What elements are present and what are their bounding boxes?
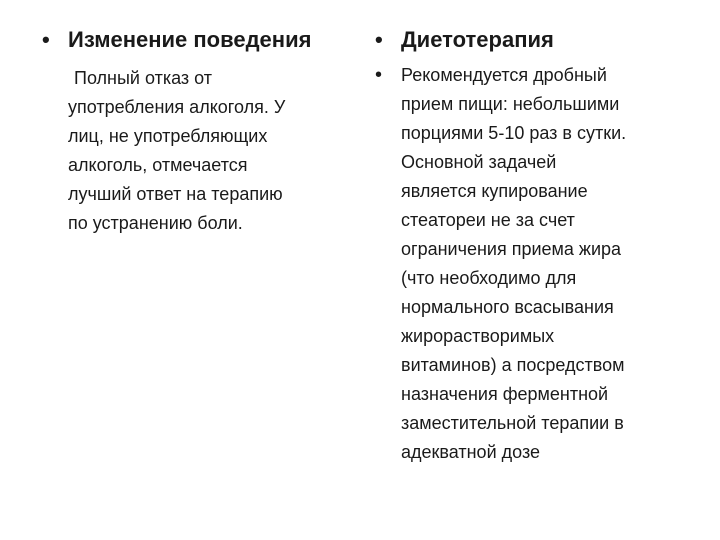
left-heading: Изменение поведения (68, 27, 312, 52)
left-body-line: лиц, не употребляющих (68, 126, 268, 146)
right-body-line: нормального всасывания (401, 297, 614, 317)
right-body-line: стеатореи не за счет (401, 210, 575, 230)
left-body-line: алкоголь, отмечается (68, 155, 248, 175)
right-heading-row (375, 26, 695, 54)
left-body-line: Полный отказ от (74, 68, 213, 88)
right-body-line: жирорастворимых (401, 326, 555, 346)
right-heading-bullet: • (375, 27, 383, 52)
right-body-line: ограничения приема жира (401, 239, 622, 259)
left-body-line: лучший ответ на терапию (68, 184, 283, 204)
right-body-line: Рекомендуется дробный (401, 65, 607, 85)
right-column (375, 26, 695, 467)
left-body-line: по устранению боли. (68, 213, 243, 233)
right-heading: Диетотерапия (401, 27, 554, 52)
right-body-line: порциями 5-10 раз в сутки. (401, 123, 627, 143)
right-body-line: является купирование (401, 181, 588, 201)
left-body-line: употребления алкоголя. У (68, 97, 286, 117)
right-body-item (375, 61, 695, 467)
right-body-line: назначения ферментной (401, 384, 609, 404)
left-body (68, 64, 362, 238)
right-body-bullet: • (375, 64, 383, 86)
right-body-line: заместительной терапии в (401, 413, 624, 433)
left-heading-row (42, 26, 362, 54)
right-body-line: адекватной дозе (401, 442, 540, 462)
right-body-line: витаминов) а посредством (401, 355, 625, 375)
left-column (42, 26, 362, 238)
right-body-line: (что необходимо для (401, 268, 577, 288)
right-body-line: прием пищи: небольшими (401, 94, 620, 114)
right-body (401, 61, 626, 467)
right-body-line: Основной задачей (401, 152, 557, 172)
left-heading-bullet: • (42, 27, 50, 52)
